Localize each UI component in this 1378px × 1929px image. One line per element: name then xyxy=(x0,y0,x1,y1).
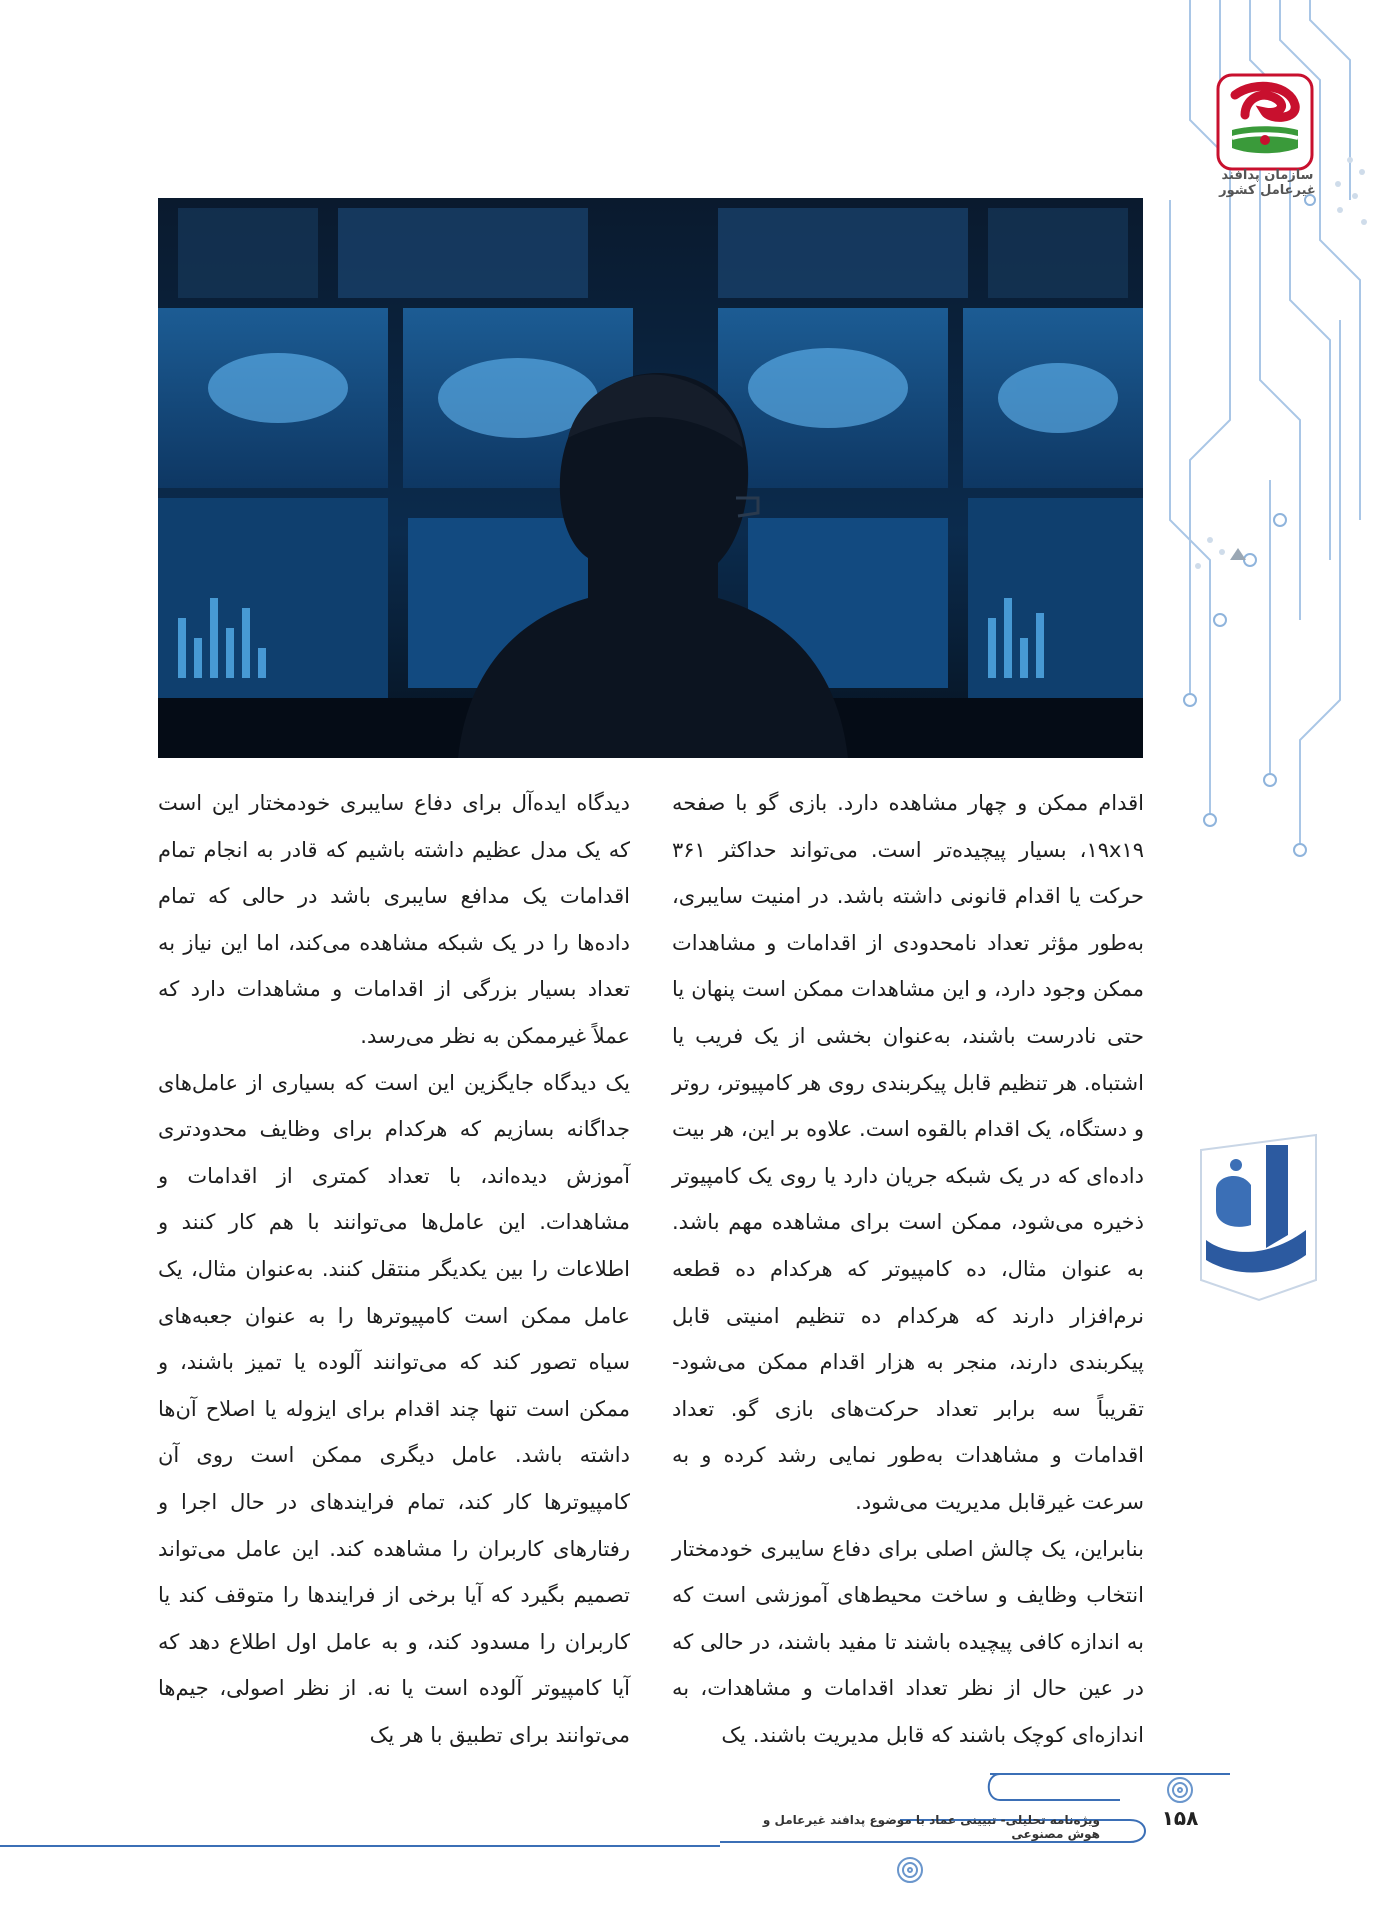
paragraph: دیدگاه ایده‌آل برای دفاع سایبری خودمختار این است که یک مدل عظیم داشته باشیم که قادر به انجام تمام اقدامات یک مدافع سایبری باشد در حالی که تمام داده‌ها را در یک شبکه مشاهده می‌کند، اما این نیاز به تعداد بسیار بزرگی از اقدامات و مشاهدات دارد که عملاً غیرممکن به نظر می‌رسد. xyxy=(158,791,630,1048)
text-column-right xyxy=(672,780,1144,1758)
hero-image xyxy=(158,198,1143,758)
analyst-monitor-photo-icon xyxy=(158,198,1143,758)
emad-logo-icon xyxy=(1196,1130,1322,1302)
paragraph: بنابراین، یک چالش اصلی برای دفاع سایبری خودمختار انتخاب وظایف و ساخت محیط‌های آموزشی است که به اندازه کافی پیچیده باشند تا مفید باشند، در حالی که در عین حال از نظر تعداد اقدامات و مشاهدات، به اندازه‌ای کوچک باشند که قابل مدیریت باشند. یک xyxy=(672,1536,1144,1747)
footer-decoration xyxy=(0,1750,1378,1929)
page-number: ۱۵۸ xyxy=(1161,1806,1199,1830)
publication-title: ویژه‌نامه تحلیلی- تبیینی عماد با موضوع پدافند غیرعامل و هوش مصنوعی xyxy=(762,1813,1100,1841)
paragraph: یک دیدگاه جایگزین این است که بسیاری از عامل‌های جداگانه بسازیم که هرکدام برای وظایف محدودتری آموزش دیده‌اند، با تعداد کمتری از اقدامات و مشاهدات. این عامل‌ها می‌توانند با هم کار کنند و اطلاعات را بین یکدیگر منتقل کنند. به‌عنوان مثال، یک عامل ممکن است کامپیوترها را به عنوان جعبه‌های سیاه تصور کند که می‌توانند آلوده یا تمیز باشند، و ممکن است تنها چند اقدام برای ایزوله یا اصلاح آن‌ها داشته باشد. عامل دیگری ممکن است روی آن کامپیوترها کار کند، تمام فرایندهای در حال اجرا و رفتارهای کاربران را مشاهده کند. این عامل می‌تواند تصمیم بگیرد که آیا برخی از فرایندها را متوقف کند یا کاربران را مسدود کند، و به عامل اول اطلاع دهد که آیا کامپیوتر آلوده است یا نه. از نظر اصولی، جیم‌ها می‌توانند برای تطبیق با هر یک xyxy=(158,1070,630,1747)
paragraph: اقدام ممکن و چهار مشاهده دارد. بازی گو با صفحه ۱۹x۱۹، بسیار پیچیده‌تر است. می‌تواند حداکثر ۳۶۱ حرکت یا اقدام قانونی داشته باشد. در امنیت سایبری، به‌طور مؤثر تعداد نامحدودی از اقدامات و مشاهدات ممکن وجود دارد، و این مشاهدات ممکن است پنهان یا حتی نادرست باشند، به‌عنوان بخشی از یک فریب یا اشتباه. هر تنظیم قابل پیکربندی روی هر کامپیوتر، روتر و دستگاه، یک اقدام بالقوه است. علاوه بر این، هر بیت داده‌ای که در یک شبکه جریان دارد یا روی یک کامپیوتر ذخیره می‌شود، ممکن است برای مشاهده مهم باشد. به عنوان مثال، ده کامپیوتر که هرکدام ده قطعه نرم‌افزار دارند که هرکدام ده تنظیم امنیتی قابل پیکربندی دارند، منجر به هزار اقدام ممکن می‌شود-تقریباً سه برابر تعداد حرکت‌های بازی گو. تعداد اقدامات و مشاهدات به‌طور نمایی رشد کرده و به سرعت غیرقابل مدیریت می‌شود. xyxy=(672,791,1144,1514)
logo-caption: سازمان پدافند غیرعامل کشور xyxy=(1219,168,1316,198)
text-column-left xyxy=(158,780,630,1758)
